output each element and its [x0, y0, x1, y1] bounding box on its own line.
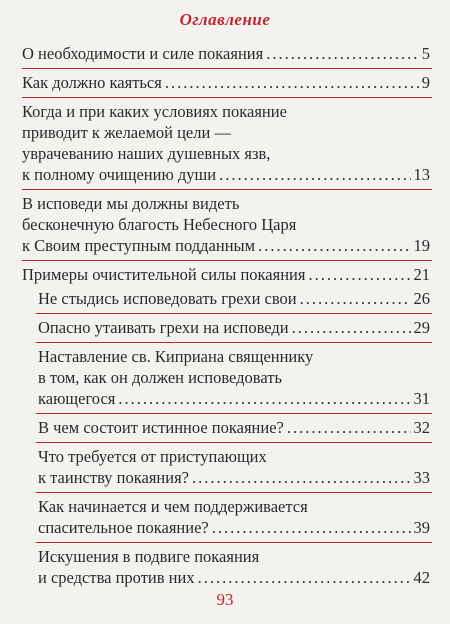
divider	[36, 342, 432, 343]
toc-entry-title: и средства против них	[38, 568, 195, 587]
toc-entry-title: к Своим преступным подданным	[22, 236, 256, 255]
toc-page-number: 9	[421, 73, 430, 92]
dot-leader	[118, 389, 410, 409]
divider	[36, 313, 432, 314]
divider	[36, 442, 432, 443]
toc-entry-title: В чем состоит истинное покаяние?	[38, 418, 284, 437]
toc-page-number: 42	[413, 568, 430, 587]
toc-page-number: 33	[413, 468, 430, 487]
toc-entry-title: кающегося	[38, 389, 116, 408]
toc-entry-line: Наставление св. Киприана священнику	[38, 347, 314, 366]
toc-entry-title: Как должно каяться	[22, 73, 162, 92]
divider	[22, 97, 432, 98]
toc-page-number: 31	[413, 389, 430, 408]
toc-page-number: 26	[413, 289, 430, 308]
dot-leader	[258, 236, 410, 256]
toc-entry-title: спасительное покаяние?	[38, 518, 209, 537]
toc-entry-line: Искушения в подвиге покаяния	[38, 547, 260, 566]
toc-page-number: 32	[413, 418, 430, 437]
toc-page-number: 5	[421, 44, 430, 63]
toc-subentry	[38, 389, 430, 409]
toc-subentry	[38, 468, 430, 488]
toc-entry-line: уврачеванию наших душевных язв,	[22, 144, 271, 163]
toc-page-number: 39	[413, 518, 430, 537]
divider	[36, 542, 432, 543]
dot-leader	[219, 165, 410, 185]
toc-entry-line: Что требуется от приступающих	[38, 447, 267, 466]
page-number: 93	[216, 590, 234, 609]
dot-leader	[300, 289, 411, 309]
toc-entry-title: О необходимости и силе покаяния	[22, 44, 264, 63]
toc-entry	[22, 73, 430, 93]
toc-entry-line: Когда и при каких условиях покаяние	[22, 102, 287, 121]
toc-subentry	[38, 518, 430, 538]
toc-entry-line: Как начинается и чем поддерживается	[38, 497, 308, 516]
toc-entry-title: Примеры очистительной силы покаяния	[22, 265, 306, 284]
divider	[22, 68, 432, 69]
divider	[22, 189, 432, 190]
dot-leader	[165, 73, 419, 93]
toc-entry-line: бесконечную благость Небесного Царя	[22, 215, 297, 234]
dot-leader	[308, 265, 410, 285]
divider	[36, 413, 432, 414]
toc-entry-title: к полному очищению души	[22, 165, 217, 184]
toc-page-number: 29	[413, 318, 430, 337]
dot-leader	[266, 44, 419, 64]
toc-entry	[22, 265, 430, 285]
toc-page-number: 21	[413, 265, 430, 284]
toc-entry-line: приводит к желаемой цели —	[22, 123, 231, 142]
toc-page-number: 13	[413, 165, 430, 184]
dot-leader	[287, 418, 411, 438]
page-title: Оглавление	[179, 10, 271, 29]
toc-entry	[22, 236, 430, 256]
dot-leader	[198, 568, 411, 588]
divider	[36, 492, 432, 493]
toc-entry-title: Опасно утаивать грехи на исповеди	[38, 318, 289, 337]
toc-page-number: 19	[413, 236, 430, 255]
dot-leader	[212, 518, 411, 538]
toc-entry-title: к таинству покаяния?	[38, 468, 190, 487]
toc-subentry	[38, 568, 430, 588]
toc-entry-title: Не стыдись исповедовать грехи свои	[38, 289, 297, 308]
toc-subentry	[38, 418, 430, 438]
divider	[22, 260, 432, 261]
toc-entry	[22, 44, 430, 64]
toc-subentry	[38, 289, 430, 309]
toc-entry-line: в том, как он должен исповедовать	[38, 368, 282, 387]
toc-subentry	[38, 318, 430, 338]
dot-leader	[292, 318, 411, 338]
dot-leader	[192, 468, 410, 488]
toc-entry-line: В исповеди мы должны видеть	[22, 194, 240, 213]
toc-entry	[22, 165, 430, 185]
